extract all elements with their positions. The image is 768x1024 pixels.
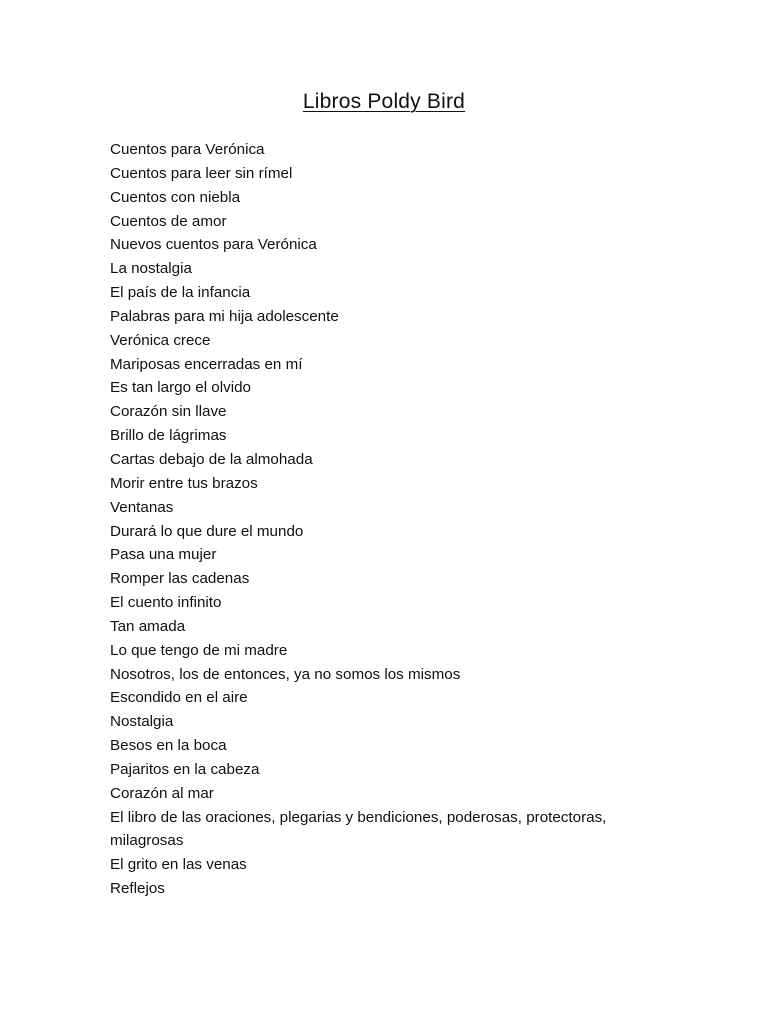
list-item: Es tan largo el olvido <box>110 379 251 397</box>
list-item: Morir entre tus brazos <box>110 474 258 492</box>
list-item: Pajaritos en la cabeza <box>110 760 260 778</box>
list-item: Brillo de lágrimas <box>110 427 227 445</box>
list-item: Cuentos para Verónica <box>110 141 265 158</box>
list-item: Cuentos para leer sin rímel <box>110 164 293 182</box>
list-item: Romper las cadenas <box>110 570 250 588</box>
list-item: La nostalgia <box>110 260 192 278</box>
list-item: Verónica crece <box>110 331 211 349</box>
list-item: El libro de las oraciones, plegarias y bendiciones, poderosas, protectoras, milagrosas <box>110 808 607 850</box>
list-item: El país de la infancia <box>110 284 251 302</box>
list-item: Corazón al mar <box>110 784 214 802</box>
list-item: El grito en las venas <box>110 856 247 874</box>
page-title-text: Libros Poldy Bird <box>302 90 466 113</box>
list-item: Cartas debajo de la almohada <box>110 450 313 468</box>
list-item: Nostalgia <box>110 713 174 731</box>
list-item: Pasa una mujer <box>110 546 217 564</box>
list-item: Mariposas encerradas en mí <box>110 355 303 373</box>
list-item: Cuentos con niebla <box>110 188 241 206</box>
list-item: Ventanas <box>110 498 174 516</box>
list-item: Palabras para mi hija adolescente <box>110 307 339 325</box>
list-item: Corazón sin llave <box>110 403 227 421</box>
list-item: Reflejos <box>110 880 165 898</box>
list-item: Durará lo que dure el mundo <box>110 522 304 540</box>
book-list <box>110 138 670 901</box>
list-item: Tan amada <box>110 617 186 635</box>
page-title <box>0 88 768 116</box>
list-item: Nosotros, los de entonces, ya no somos los mismos <box>110 665 461 683</box>
list-item: El cuento infinito <box>110 594 222 612</box>
list-item: Besos en la boca <box>110 737 227 755</box>
list-item: Nuevos cuentos para Verónica <box>110 236 317 254</box>
list-item: Cuentos de amor <box>110 212 227 230</box>
list-item: Escondido en el aire <box>110 689 248 707</box>
list-item: Lo que tengo de mi madre <box>110 641 288 659</box>
